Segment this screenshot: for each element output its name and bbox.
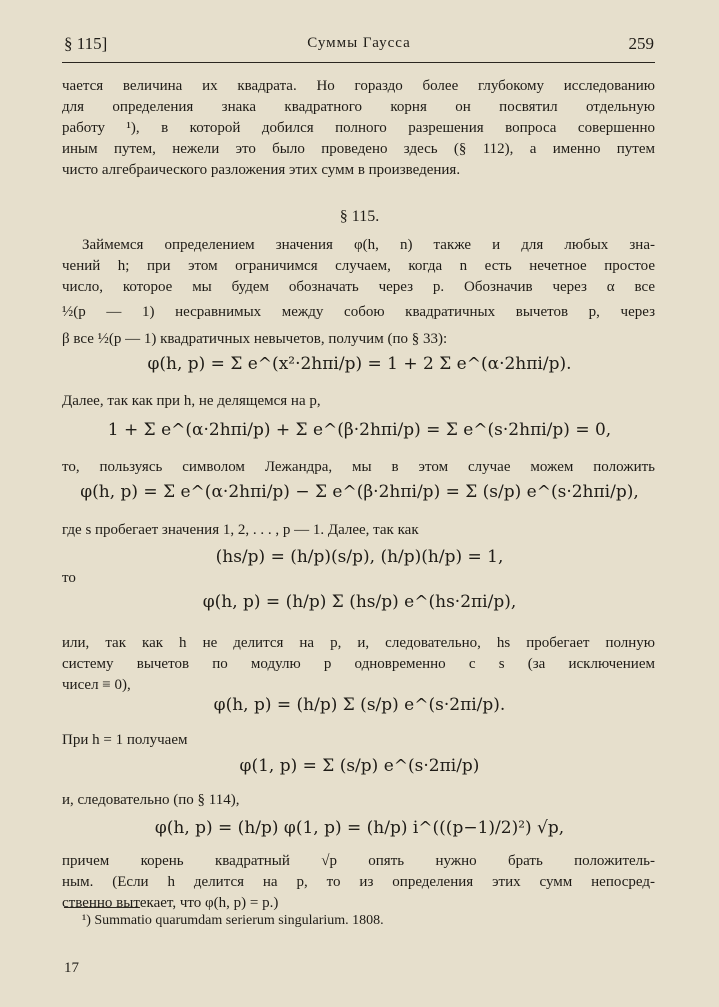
page-number: 259 (628, 34, 654, 53)
header-title: Суммы Гаусса (307, 35, 411, 51)
equation: φ(h, p) = (h/p) Σ (s/p) e^(s·2πi/p). (213, 695, 506, 715)
text-line: причем корень квадратный √p опять нужно брать положитель- (62, 853, 655, 869)
equation: (hs/p) = (h/p)(s/p), (h/p)(h/p) = 1, (215, 547, 504, 567)
equation: φ(h, p) = Σ e^(α·2hπi/p) − Σ e^(β·2hπi/p) = Σ (s/p) e^(s·2hπi/p), (80, 482, 639, 502)
text-line: иным путем, нежели это было проведено здесь (§ 112), а именно путем (62, 141, 655, 157)
text-line: где s пробегает значения 1, 2, . . . , p — 1. Далее, так как (62, 522, 419, 538)
text-line: чений h; при этом ограничимся случаем, когда n есть нечетное простое (62, 258, 655, 274)
equation: 1 + Σ e^(α·2hπi/p) + Σ e^(β·2hπi/p) = Σ e^(s·2hπi/p) = 0, (107, 420, 612, 440)
text-line: чается величина их квадрата. Но гораздо более глубокому исследованию (62, 78, 655, 94)
text-line: для определения знака квадратного корня он посвятил отдельную (62, 99, 655, 115)
header-rule (62, 62, 655, 63)
signature-mark: 17 (64, 960, 79, 976)
text-line: или, так как h не делится на p, и, следовательно, hs пробегает полную (62, 635, 655, 651)
header-section-ref: § 115] (64, 34, 108, 53)
text-line: ½(p — 1) несравнимых между собою квадратичных вычетов p, через (62, 304, 655, 320)
text-line: работу ¹), в которой добился полного разрешения вопроса совершенно (62, 120, 655, 136)
section-heading: § 115. (339, 208, 380, 225)
text-line: то, пользуясь символом Лежандра, мы в этом случае можем положить (62, 459, 655, 475)
text-line: ственно вытекает, что φ(h, p) = p.) (62, 895, 279, 911)
running-header (64, 34, 654, 58)
text-line: число, которое мы будем обозначать через p. Обозначив через α все (62, 279, 655, 295)
equation: φ(h, p) = (h/p) φ(1, p) = (h/p) i^(((p−1)/2)²) √p, (154, 818, 565, 838)
text-line: При h = 1 получаем (62, 732, 188, 748)
text-line: и, следовательно (по § 114), (62, 792, 240, 808)
text-line: β все ½(p — 1) квадратичных невычетов, получим (по § 33): (62, 331, 448, 347)
footnote-rule (64, 907, 140, 908)
text-line: систему вычетов по модулю p одновременно с s (за исключением (62, 656, 655, 672)
text-line: чисел ≡ 0), (62, 677, 131, 693)
text-line: ным. (Если h делится на p, то из определения этих сумм непосред- (62, 874, 655, 890)
equation: φ(h, p) = Σ e^(x²·2hπi/p) = 1 + 2 Σ e^(α·2hπi/p). (147, 354, 572, 374)
footnote: ¹) Summatio quarumdam serierum singularium. 1808. (82, 913, 384, 928)
text-line: Далее, так как при h, не делящемся на p, (62, 393, 321, 409)
text-line: чисто алгебраического разложения этих сумм в произведения. (62, 162, 461, 178)
equation: φ(1, p) = Σ (s/p) e^(s·2πi/p) (239, 756, 480, 776)
text-line: то (62, 570, 76, 586)
text-line: Займемся определением значения φ(h, n) также и для любых зна- (82, 237, 655, 253)
equation: φ(h, p) = (h/p) Σ (hs/p) e^(hs·2πi/p), (202, 592, 517, 612)
